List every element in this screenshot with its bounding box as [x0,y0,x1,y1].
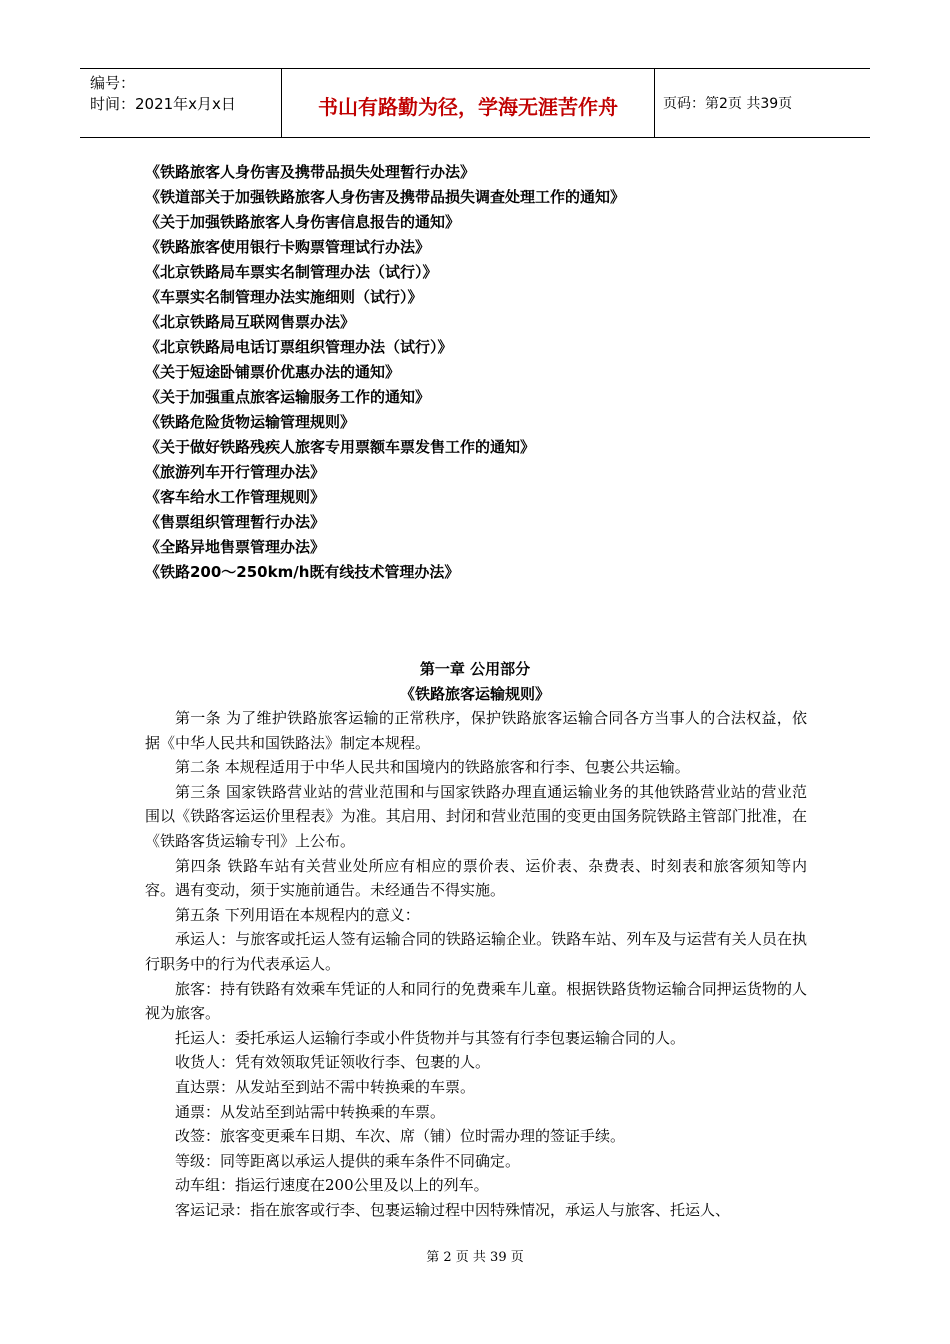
paragraph: 第二条 本规程适用于中华人民共和国境内的铁路旅客和行李、包裹公共运输。 [175,758,690,777]
reference-item: 《关于短途卧铺票价优惠办法的通知》 [145,363,401,381]
paragraph: 旅客：持有铁路有效乘车凭证的人和同行的免费乘车儿童。根据铁路货物运输合同押运货物的人视为旅客。 [145,979,807,1023]
reference-item: 《售票组织管理暂行办法》 [145,513,326,531]
paragraph: 第一条 为了维护铁路旅客运输的正常秩序，保护铁路旅客运输合同各方当事人的合法权益，依据《中华人民共和国铁路法》制定本规程。 [145,709,807,752]
page-footer: 第 2 页 共 39 页 [426,1250,524,1265]
reference-item: 《客车给水工作管理规则》 [145,488,326,506]
reference-item: 《关于加强铁路旅客人身伤害信息报告的通知》 [145,213,461,231]
reference-item: 《铁路旅客使用银行卡购票管理试行办法》 [145,238,431,256]
reference-item: 《铁路旅客人身伤害及携带品损失处理暂行办法》 [145,163,476,181]
reference-item: 《北京铁路局电话订票组织管理办法（试行）》 [145,338,453,356]
reference-item: 《车票实名制管理办法实施细则（试行）》 [145,288,423,306]
paragraph: 改签：旅客变更乘车日期、车次、席（铺）位时需办理的签证手续。 [175,1127,626,1146]
reference-item: 《关于加强重点旅客运输服务工作的通知》 [145,388,431,406]
paragraph: 动车组：指运行速度在200公里及以上的列车。 [175,1176,489,1195]
header-page-number: 页码：第2页 共39页 [663,96,793,112]
reference-item: 《铁道部关于加强铁路旅客人身伤害及携带品损失调查处理工作的通知》 [145,188,626,206]
reference-list [145,160,835,585]
header-motto: 书山有路勤为径，学海无涯苦作舟 [282,69,655,137]
reference-item: 《北京铁路局车票实名制管理办法（试行）》 [145,263,438,281]
body-text [145,706,807,1222]
reference-item: 《全路异地售票管理办法》 [145,538,326,556]
chapter-subtitle: 《铁路旅客运输规则》 [399,685,550,703]
reference-item: 《旅游列车开行管理办法》 [145,463,326,481]
paragraph: 等级：同等距离以承运人提供的乘车条件不同确定。 [175,1151,521,1170]
reference-item: 《铁路200～250km/h既有线技术管理办法》 [145,563,460,581]
reference-item: 《关于做好铁路残疾人旅客专用票额车票发售工作的通知》 [145,438,536,456]
paragraph: 直达票：从发站至到站不需中转换乘的车票。 [175,1077,476,1096]
time-label: 时间：2021年x月x日 [90,95,236,113]
paragraph: 第四条 铁路车站有关营业处所应有相应的票价表、运价表、杂费表、时刻表和旅客须知等内容。遇有变动，须于实施前通告。未经通告不得实施。 [145,856,807,900]
paragraph: 第五条 下列用语在本规程内的意义： [175,905,420,924]
header-meta [80,69,282,137]
reference-item: 《铁路危险货物运输管理规则》 [145,413,356,431]
number-label: 编号： [90,74,136,92]
chapter-title: 第一章 公用部分 [419,660,531,678]
page-header [80,68,870,138]
paragraph: 收货人：凭有效领取凭证领收行李、包裹的人。 [175,1053,491,1072]
paragraph: 托运人：委托承运人运输行李或小件货物并与其签有行李包裹运输合同的人。 [175,1028,686,1047]
paragraph: 第三条 国家铁路营业站的营业范围和与国家铁路办理直通运输业务的其他铁路营业站的营业范围以《铁路客运运价里程表》为准。其启用、封闭和营业范围的变更由国务院铁路主管部门批准，在《铁路客货运输专刊》上公布。 [145,782,807,850]
paragraph: 通票：从发站至到站需中转换乘的车票。 [175,1102,446,1121]
reference-item: 《北京铁路局互联网售票办法》 [145,313,356,331]
paragraph: 客运记录：指在旅客或行李、包裹运输过程中因特殊情况，承运人与旅客、托运人、 [175,1200,731,1219]
paragraph: 承运人：与旅客或托运人签有运输合同的铁路运输企业。铁路车站、列车及与运营有关人员在执行职务中的行为代表承运人。 [145,930,807,973]
